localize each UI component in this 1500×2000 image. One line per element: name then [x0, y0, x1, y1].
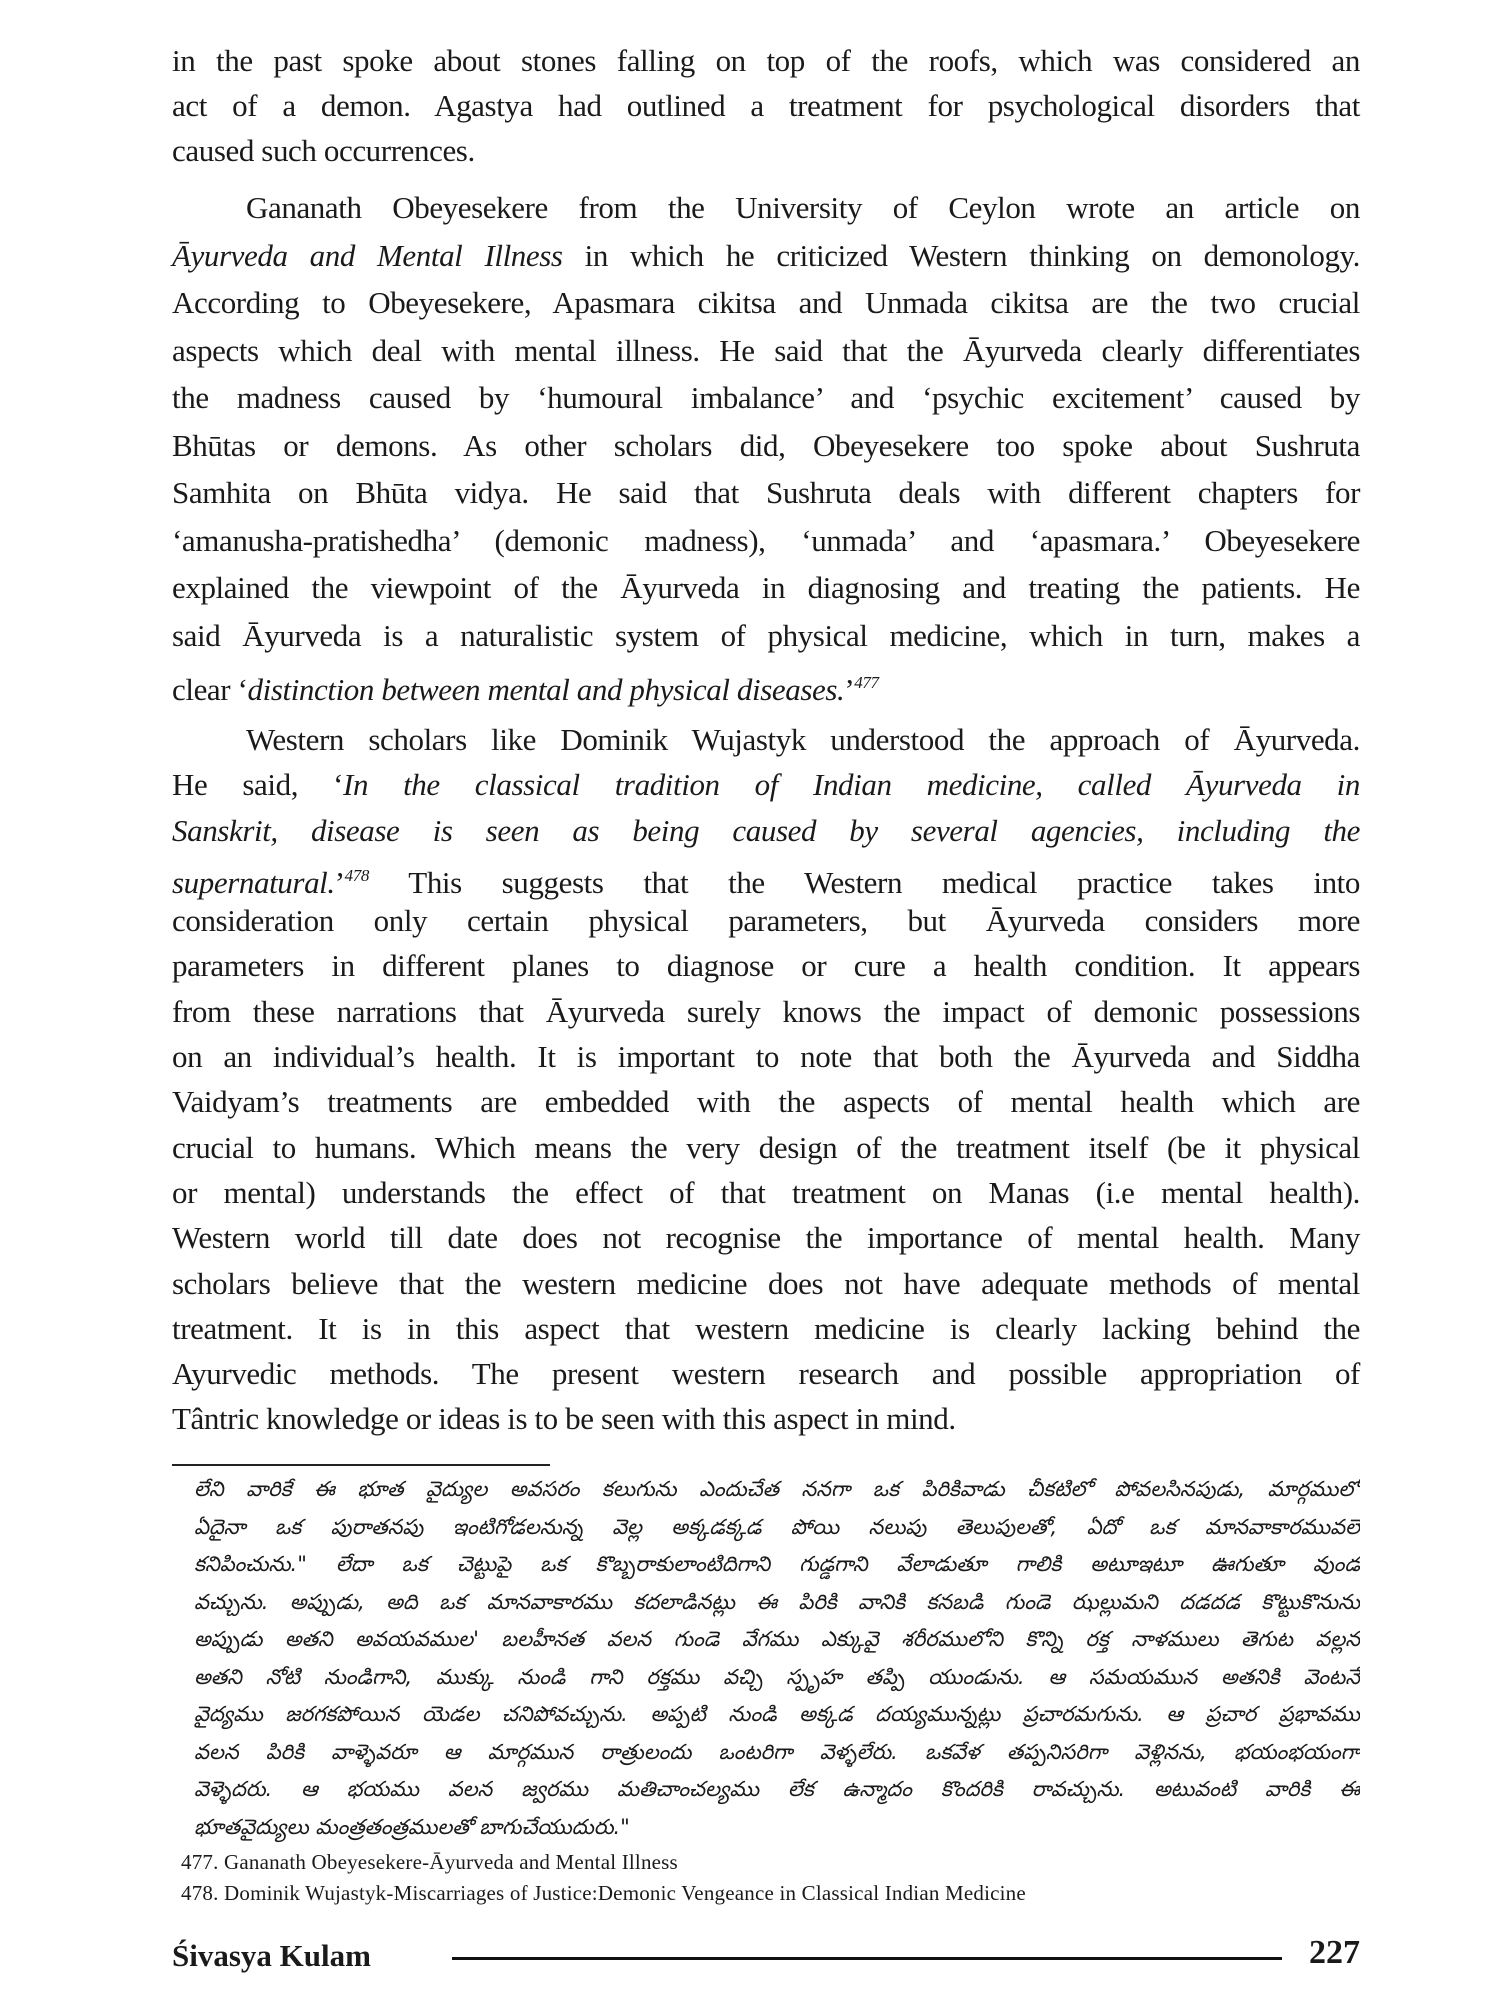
italic-quote: In the classical tradition of Indian medicine, called Āyurveda in	[343, 767, 1360, 803]
text-line	[172, 853, 1360, 898]
text-line	[172, 1079, 1360, 1124]
text-line	[172, 184, 1360, 232]
text-run: in the past spoke about stones falling on top of the roofs, which was considered an	[172, 43, 1360, 78]
text-line	[172, 898, 1360, 943]
text-run: Bhūtas or demons. As other scholars did, Obeyesekere too spoke about Sushruta	[172, 427, 1360, 463]
telugu-line: వచ్చును. అప్పుడు, అది ఒక మానవాకారము కదలాడినట్లు ఈ పిరికి వానికి కనబడి గుండె ఝల్లుమని దడదడ కొట్టుకొనును	[194, 1589, 1360, 1614]
text-line	[172, 943, 1360, 988]
telugu-line: వలన పిరికి వాళ్ళెవరూ ఆ మార్గమున రాత్రులందు ఒంటరిగా వెళ్ళలేరు. ఒకవేళ తప్పనిసరిగా వెళ్లినను, భయంభయంగా	[194, 1739, 1360, 1764]
text-run: the madness caused by ‘humoural imbalance’ and ‘psychic excitement’ caused by	[172, 380, 1360, 415]
text-line	[172, 612, 1360, 660]
text-run: According to Obeyesekere, Apasmara cikitsa and Unmada cikitsa are the two crucial	[172, 285, 1360, 320]
paragraph-3	[172, 717, 1360, 1442]
telugu-line: వైద్యము జరగకపోయిన యెడల చనిపోవచ్చును. అప్పటి నుండి అక్కడ దయ్యమున్నట్లు ప్రచారమగును. ఆ ప్రచార ప్రభావము	[194, 1702, 1360, 1726]
telugu-line: ఏదైనా ఒక పురాతనపు ఇంటిగోడలనున్న వెల్ల అక్కడక్కడ పోయి నలుపు తెలుపులతో, ఏదో ఒక మానవాకారమువలె	[194, 1514, 1360, 1539]
text-line	[172, 762, 1360, 807]
text-line	[172, 38, 1360, 83]
footnotes	[181, 1847, 1026, 1909]
text-line	[172, 1306, 1360, 1351]
text-run: clear ‘	[172, 672, 248, 707]
text-run: aspects which deal with mental illness. He said that the Āyurveda clearly differentiates	[172, 332, 1360, 368]
text-run: caused such occurrences.	[172, 133, 475, 168]
text-line	[172, 989, 1360, 1034]
text-line	[172, 1170, 1360, 1215]
telugu-line: అప్పుడు అతని అవయవముల' బలహీనత వలన గుండె వేగము ఎక్కువై శరీరములోని కొన్ని రక్త నాళములు తెగుట వల్లన	[194, 1627, 1360, 1651]
telugu-line: వెళ్ళెదరు. ఆ భయము వలన జ్వరము మతిచాంచల్యము లేక ఉన్మాదం కొందరికి రావచ్చును. అటువంటి వారికి ఈ	[194, 1777, 1360, 1801]
text-line	[172, 128, 1360, 173]
page-number: 227	[1309, 1934, 1360, 1971]
text-run: treatment. It is in this aspect that western medicine is clearly lacking behind the	[172, 1310, 1360, 1346]
text-run: said Āyurveda is a naturalistic system of physical medicine, which in turn, makes a	[172, 617, 1360, 653]
footnote-ref: 478	[344, 865, 369, 885]
text-run: from these narrations that Āyurveda surely knows the impact of demonic possessions	[172, 993, 1360, 1029]
footnote-477: 477. Gananath Obeyesekere-Āyurveda and Mental Illness	[181, 1850, 678, 1874]
italic-quote: Sanskrit, disease is seen as being caused by several agencies, including the	[172, 812, 1360, 848]
text-run: or mental) understands the effect of that treatment on Manas (i.e mental health).	[172, 1174, 1360, 1210]
text-run: crucial to humans. Which means the very design of the treatment itself (be it physical	[172, 1129, 1360, 1165]
footnote-divider	[172, 1464, 550, 1466]
text-run: Samhita on Bhūta vidya. He said that Sushruta deals with different chapters for	[172, 475, 1360, 510]
text-run: ‘amanusha-pratishedha’ (demonic madness), ‘unmada’ and ‘apasmara.’ Obeyesekere	[172, 522, 1360, 558]
text-run: He said, ‘	[172, 767, 344, 803]
text-line	[172, 374, 1360, 422]
text-run: explained the viewpoint of the Āyurveda in diagnosing and treating the patients. He	[172, 570, 1360, 605]
text-run: consideration only certain physical parameters, but Āyurveda considers more	[172, 903, 1360, 939]
text-line	[172, 1215, 1360, 1260]
footnote-478: 478. Dominik Wujastyk-Miscarriages of Justice:Demonic Vengeance in Classical Indian Medicine	[181, 1881, 1026, 1905]
text-line	[172, 808, 1360, 853]
italic-quote: supernatural.	[172, 864, 335, 900]
footer-rule	[452, 1957, 1282, 1960]
text-run: Tântric knowledge or ideas is to be seen with this aspect in mind.	[172, 1401, 956, 1437]
text-run: Gananath Obeyesekere from the University of Ceylon wrote an article on	[246, 190, 1360, 225]
text-line	[172, 517, 1360, 565]
paragraph-2	[172, 184, 1360, 707]
text-run: act of a demon. Agastya had outlined a treatment for psychological disorders that	[172, 88, 1360, 123]
text-run: ’	[844, 672, 855, 707]
text-run: Western scholars like Dominik Wujastyk understood the approach of Āyurveda.	[246, 722, 1360, 757]
italic-quote: Āyurveda and Mental Illness	[172, 237, 563, 273]
footnote-ref: 477	[854, 673, 879, 692]
text-line	[172, 422, 1360, 470]
telugu-line: అతని నోటి నుండిగాని, ముక్కు నుండి గాని రక్తము వచ్చి స్పృహ తప్పి యుండును. ఆ సమయమున అతనికి వెంటనే	[194, 1664, 1360, 1689]
running-footer-title: Śivasya Kulam	[172, 1938, 371, 1973]
text-run: Western world till date does not recognise the importance of mental health. Many	[172, 1220, 1360, 1256]
text-line	[172, 1351, 1360, 1396]
text-line	[172, 564, 1360, 612]
text-line	[172, 83, 1360, 128]
text-run: This suggests that the Western medical practice takes into	[368, 864, 1360, 900]
text-run: Ayurvedic methods. The present western research and possible appropriation of	[172, 1356, 1360, 1392]
text-line	[172, 1261, 1360, 1306]
text-run: Vaidyam’s treatments are embedded with the aspects of mental health which are	[172, 1084, 1360, 1120]
text-line	[172, 1034, 1360, 1079]
text-line	[172, 1125, 1360, 1170]
text-line	[172, 1396, 1360, 1441]
text-line	[172, 279, 1360, 327]
text-line	[172, 469, 1360, 517]
text-run: in which he criticized Western thinking on demonology.	[562, 237, 1360, 273]
text-line	[172, 717, 1360, 762]
text-line	[172, 232, 1360, 280]
paragraph-1	[172, 38, 1360, 173]
telugu-quote-block	[194, 1471, 1360, 1846]
telugu-line: భూతవైద్యులు మంత్రతంత్రములతో బాగుచేయుదురు."	[194, 1814, 630, 1839]
text-run: on an individual’s health. It is important to note that both the Āyurveda and Siddha	[172, 1039, 1360, 1075]
text-line	[172, 659, 1360, 707]
text-line	[172, 327, 1360, 375]
telugu-line: కనిపించును." లేదా ఒక చెట్టుపై ఒక కొబ్బరాకులాంటిదిగాని గుడ్డగాని వేలాడుతూ గాలికి అటూఇటూ ఊగుతూ వుండ	[194, 1552, 1360, 1576]
text-run: scholars believe that the western medicine does not have adequate methods of mental	[172, 1265, 1360, 1301]
text-run: parameters in different planes to diagnose or cure a health condition. It appears	[172, 948, 1360, 984]
telugu-line: లేని వారికే ఈ భూత వైద్యుల అవసరం కలుగును ఎందుచేత ననగా ఒక పిరికివాడు చీకటిలో పోవలసినపుడు, మార్గములో	[194, 1477, 1360, 1501]
text-run: ’	[334, 864, 345, 900]
italic-quote: distinction between mental and physical diseases.	[247, 672, 845, 707]
